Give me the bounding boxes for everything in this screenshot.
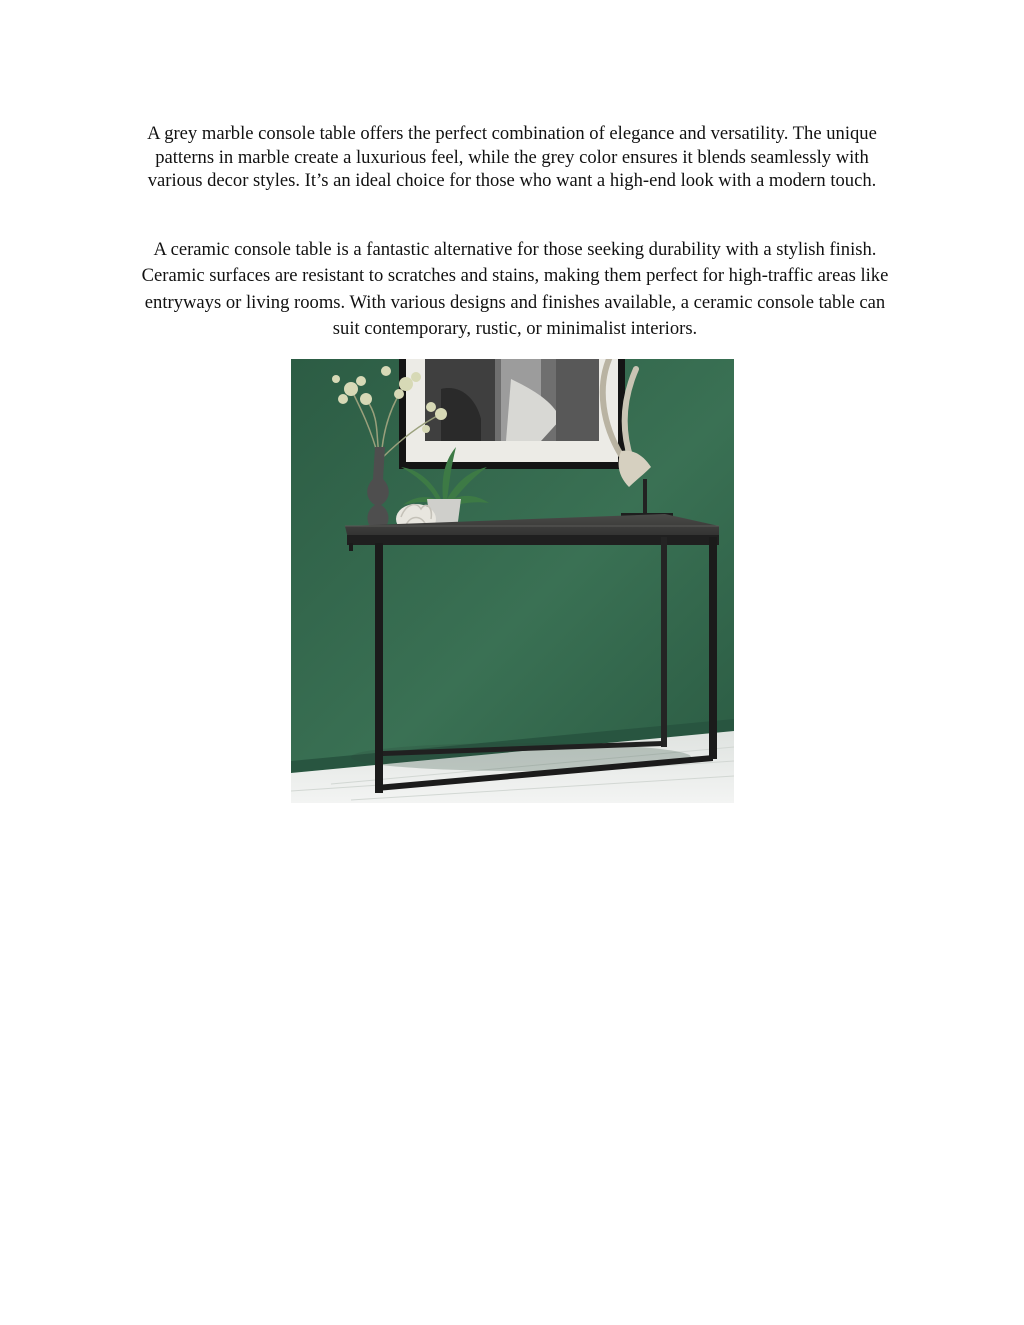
paragraph-ceramic: A ceramic console table is a fantastic alternative for those seeking durability with a stylish finish. Ceramic surfaces are resistant to scratches and stains, making them perfect for high-traffic areas like entryways or living rooms. With various designs and finishes available, a ceramic console table can suit contemporary, rustic, or minimalist interiors. [141, 239, 889, 339]
paragraph-grey-marble: A grey marble console table offers the perfect combination of elegance and versatility. The unique patterns in marble create a luxurious feel, while the grey color ensures it blends seamlessly with various decor styles. It’s an ideal choice for those who want a high-end look with a modern touch. [147, 123, 877, 191]
console-table-photo [291, 359, 734, 803]
framed-picture [399, 359, 625, 469]
console-table-illustration [291, 359, 734, 803]
